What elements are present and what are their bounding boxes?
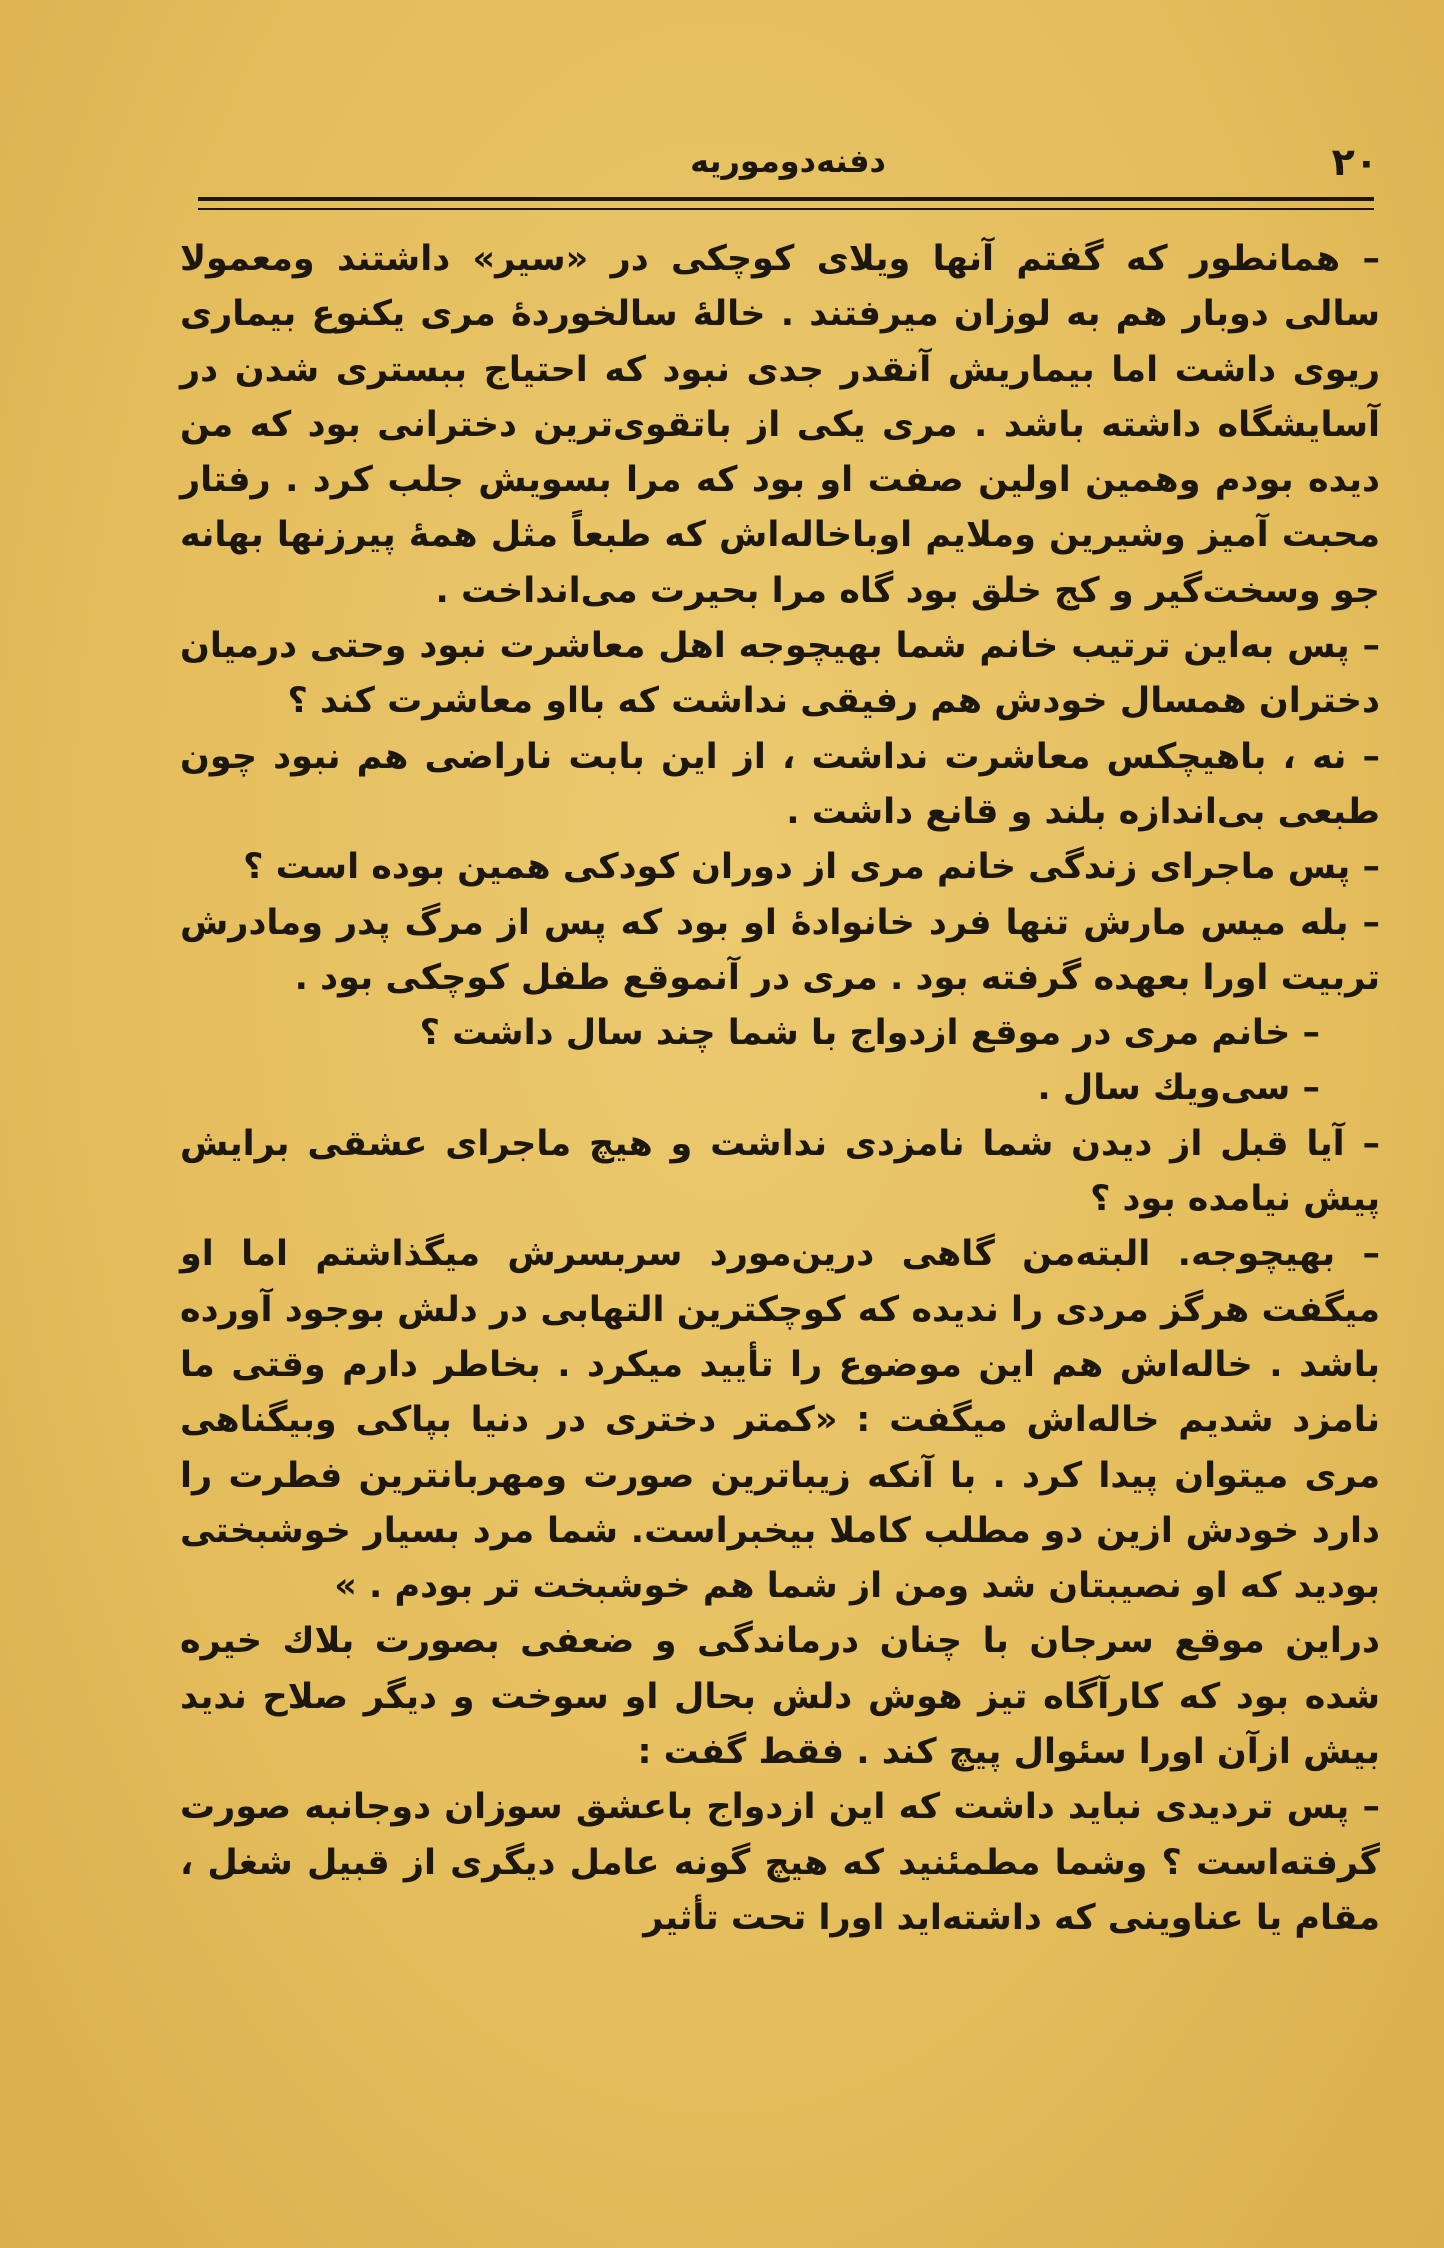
- body-text: [180, 232, 1380, 1946]
- header-rule-thick: [198, 197, 1374, 201]
- header-rule-thin: [198, 208, 1374, 210]
- page-number: ٢٠: [1331, 140, 1378, 184]
- paragraph: – آیا قبل از دیدن شما نامزدی نداشت و هیچ ماجرای عشقی برایش پیش نیامده بود ؟: [180, 1123, 1380, 1220]
- paragraph: – همانطور که گفتم آنها ویلای کوچکی در «سیر» داشتند ومعمولا سالی دوبار هم به لوزان میرفتند . خالهٔ سالخوردهٔ مری یکنوع بیماری ریوی داشت اما بیماریش آنقدر جدی نبود که احتیاج ببستری شدن در آسایشگاه داشته باشد . مری یکی از باتقوی‌ترین دخترانی بود که من دیده بودم وهمین اولین صفت او بود که مرا بسویش جلب کرد . رفتار محبت آمیز وشیرین وملایم اوباخاله‌اش که طبعاً مثل همهٔ پیرزنها بهانه جو وسخت‌گیر و کج خلق بود گاه مرا بحیرت می‌انداخت .: [180, 239, 1380, 611]
- paragraph: – خانم مری در موقع ازدواج با شما چند سال داشت ؟: [419, 1013, 1320, 1054]
- running-title: دفنه‌دوموریه: [690, 142, 886, 180]
- paragraph: – پس تردیدی نباید داشت که این ازدواج باعشق سوزان دوجانبه صورت گرفته‌است ؟ وشما مطمئنید که هیچ گونه عامل دیگری از قبیل شغل ، مقام یا عناوینی که داشته‌اید اورا تحت تأثیر: [180, 1787, 1380, 1938]
- paragraph: دراین موقع سرجان با چنان درماندگی و ضعفی بصورت بلاك خیره شده بود که کارآگاه تیز هوش دلش بحال او سوخت و دیگر صلاح ندید بیش ازآن اورا سئوال پیچ کند . فقط گفت :: [180, 1621, 1380, 1773]
- paragraph: – بله میس مارش تنها فرد خانوادهٔ او بود که پس از مرگ پدر ومادرش تربیت اورا بعهده گرفته بود . مری در آنموقع طفل کوچکی بود .: [180, 902, 1380, 998]
- paragraph: – نه ، باهیچکس معاشرت نداشت ، از این بابت ناراضی هم نبود چون طبعی بی‌اندازه بلند و قانع داشت .: [180, 736, 1380, 832]
- paragraph: – پس به‌این ترتیب خانم شما بهیچوجه اهل معاشرت نبود وحتی درمیان دختران همسال خودش هم رفیقی نداشت که بااو معاشرت کند ؟: [180, 626, 1380, 722]
- paragraph: – بهیچوجه. البته‌من گاهی درین‌مورد سربسرش میگذاشتم اما او میگفت هرگز مردی را ندیده که کوچکترین التهابی در دلش بوجود آورده باشد . خاله‌اش هم این موضوع را تأیید میکرد . بخاطر دارم وقتی ما نامزد شدیم خاله‌اش میگفت : «کمتر دختری در دنیا بپاکی وبیگناهی مری میتوان پیدا کرد . با آنکه زیباترین صورت ومهربانترین فطرت را دارد خودش ازین دو مطلب کاملا بیخبراست. شما مرد بسیار خوشبختی بودید که او نصیبتان شد ومن از شما هم خوشبخت تر بودم . »: [180, 1234, 1380, 1607]
- page-header: [198, 140, 1378, 190]
- paragraph: – سی‌ویك سال .: [1037, 1068, 1320, 1109]
- paragraph: – پس ماجرای زندگی خانم مری از دوران کودکی همین بوده است ؟: [243, 847, 1380, 888]
